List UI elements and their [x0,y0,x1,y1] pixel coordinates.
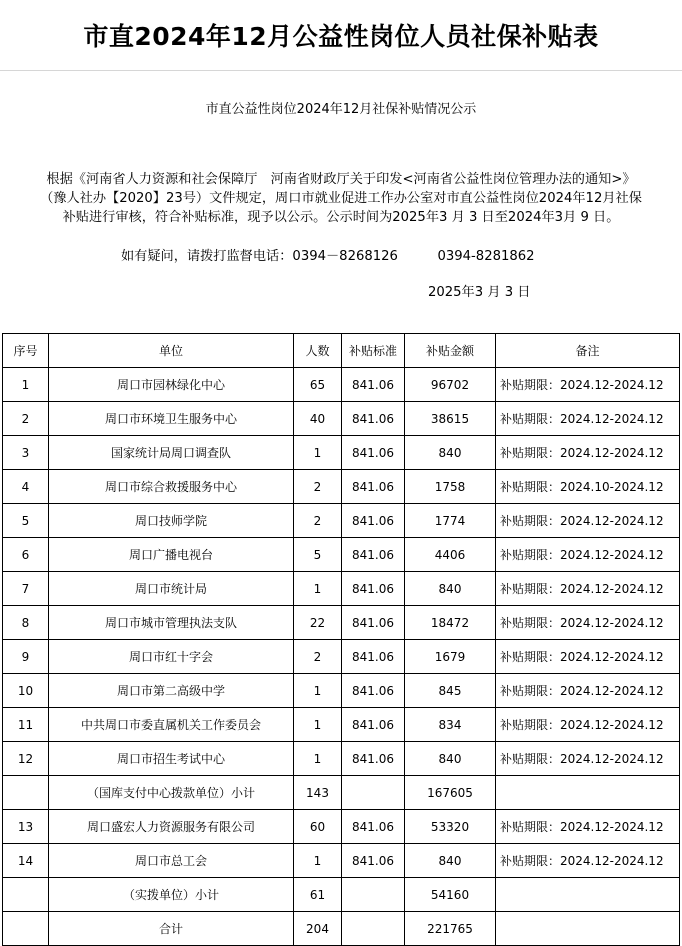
cell-no: 4 [3,470,49,504]
cell-amount: 1679 [405,640,496,674]
cell-amount: 4406 [405,538,496,572]
cell-count: 1 [294,844,342,878]
cell-no: 6 [3,538,49,572]
cell-standard: 841.06 [342,436,405,470]
table-row [3,572,680,606]
cell-unit: 周口市园林绿化中心 [49,368,294,402]
cell-note: 补贴期限：2024.12-2024.12 [496,674,680,708]
cell-count: 22 [294,606,342,640]
table-row [3,436,680,470]
cell-standard [342,776,405,810]
subsidy-table [2,333,680,946]
cell-unit: 周口市综合救援服务中心 [49,470,294,504]
cell-standard: 841.06 [342,674,405,708]
cell-unit: 周口市招生考试中心 [49,742,294,776]
cell-no: 3 [3,436,49,470]
cell-amount: 840 [405,844,496,878]
cell-amount: 53320 [405,810,496,844]
cell-amount: 840 [405,436,496,470]
cell-no: 11 [3,708,49,742]
cell-amount: 1774 [405,504,496,538]
cell-amount: 38615 [405,402,496,436]
cell-standard: 841.06 [342,538,405,572]
cell-standard: 841.06 [342,368,405,402]
cell-unit: 周口盛宏人力资源服务有限公司 [49,810,294,844]
cell-standard: 841.06 [342,742,405,776]
cell-no: 7 [3,572,49,606]
header-amount: 补贴金额 [405,334,496,368]
cell-amount: 845 [405,674,496,708]
header-standard: 补贴标准 [342,334,405,368]
table-row [3,742,680,776]
cell-unit: 周口市总工会 [49,844,294,878]
cell-standard: 841.06 [342,708,405,742]
cell-standard [342,912,405,946]
cell-amount: 1758 [405,470,496,504]
table-header-row [3,334,680,368]
cell-count: 1 [294,742,342,776]
cell-note: 补贴期限：2024.12-2024.12 [496,844,680,878]
notice-text [8,170,674,227]
cell-note: 补贴期限：2024.12-2024.12 [496,742,680,776]
cell-standard [342,878,405,912]
notice-line-3: 补贴进行审核，符合补贴标准，现予以公示。公示时间为2025年3 月 3 日至2024年3月 9 日。 [62,210,620,225]
table-row [3,538,680,572]
cell-count: 2 [294,470,342,504]
cell-no: 10 [3,674,49,708]
subtitle: 市直公益性岗位2024年12月社保补贴情况公示 [205,102,477,117]
cell-standard: 841.06 [342,606,405,640]
cell-unit: 周口技师学院 [49,504,294,538]
cell-no: 1 [3,368,49,402]
cell-unit: 周口市红十字会 [49,640,294,674]
cell-count: 204 [294,912,342,946]
cell-note: 补贴期限：2024.12-2024.12 [496,708,680,742]
cell-note: 补贴期限：2024.12-2024.12 [496,810,680,844]
cell-amount: 840 [405,572,496,606]
table-row [3,504,680,538]
cell-note: 补贴期限：2024.12-2024.12 [496,640,680,674]
cell-no: 5 [3,504,49,538]
header-count: 人数 [294,334,342,368]
cell-count: 1 [294,572,342,606]
cell-count: 143 [294,776,342,810]
cell-count: 2 [294,504,342,538]
page-title: 市直2024年12月公益性岗位人员社保补贴表 [83,22,599,51]
cell-unit: 中共周口市委直属机关工作委员会 [49,708,294,742]
cell-note: 补贴期限：2024.12-2024.12 [496,368,680,402]
cell-standard: 841.06 [342,572,405,606]
cell-no: 9 [3,640,49,674]
cell-amount: 54160 [405,878,496,912]
cell-standard: 841.06 [342,470,405,504]
header-note: 备注 [496,334,680,368]
cell-no: 13 [3,810,49,844]
cell-unit: （实拨单位）小计 [49,878,294,912]
cell-unit: 周口市统计局 [49,572,294,606]
cell-unit: 合计 [49,912,294,946]
cell-count: 1 [294,436,342,470]
cell-standard: 841.06 [342,844,405,878]
cell-no [3,912,49,946]
cell-amount: 834 [405,708,496,742]
cell-unit: 周口市环境卫生服务中心 [49,402,294,436]
cell-standard: 841.06 [342,402,405,436]
table-row [3,470,680,504]
table-row [3,912,680,946]
cell-amount: 96702 [405,368,496,402]
cell-standard: 841.06 [342,810,405,844]
cell-count: 61 [294,878,342,912]
notice-line-2: （豫人社办【2020】23号）文件规定，周口市就业促进工作办公室对市直公益性岗位2024年12月社保 [40,191,642,206]
cell-amount: 18472 [405,606,496,640]
cell-amount: 840 [405,742,496,776]
cell-note: 补贴期限：2024.12-2024.12 [496,606,680,640]
cell-unit: 周口广播电视台 [49,538,294,572]
header-unit: 单位 [49,334,294,368]
cell-standard: 841.06 [342,640,405,674]
cell-note: 补贴期限：2024.12-2024.12 [496,402,680,436]
cell-unit: 周口市第二高级中学 [49,674,294,708]
cell-note: 补贴期限：2024.12-2024.12 [496,538,680,572]
table-row [3,402,680,436]
cell-count: 40 [294,402,342,436]
cell-unit: 周口市城市管理执法支队 [49,606,294,640]
contact-phone: 如有疑问，请拨打监督电话：0394－8268126 0394-8281862 [121,249,535,264]
cell-no [3,776,49,810]
title-row [0,0,682,71]
cell-no: 8 [3,606,49,640]
cell-amount: 167605 [405,776,496,810]
cell-unit: 国家统计局周口调查队 [49,436,294,470]
cell-count: 2 [294,640,342,674]
table-row [3,368,680,402]
cell-count: 1 [294,708,342,742]
cell-standard: 841.06 [342,504,405,538]
cell-no: 2 [3,402,49,436]
table-row [3,640,680,674]
cell-note [496,878,680,912]
table-row [3,878,680,912]
cell-count: 65 [294,368,342,402]
table-row [3,776,680,810]
cell-no [3,878,49,912]
cell-note: 补贴期限：2024.10-2024.12 [496,470,680,504]
table-row [3,708,680,742]
cell-no: 12 [3,742,49,776]
cell-count: 5 [294,538,342,572]
cell-amount: 221765 [405,912,496,946]
notice-line-1: 根据《河南省人力资源和社会保障厅 河南省财政厅关于印发<河南省公益性岗位管理办法的通知>》 [46,172,636,187]
cell-note: 补贴期限：2024.12-2024.12 [496,436,680,470]
cell-count: 60 [294,810,342,844]
cell-note [496,776,680,810]
publish-date: 2025年3 月 3 日 [428,285,531,300]
header-no: 序号 [3,334,49,368]
cell-note [496,912,680,946]
cell-unit: （国库支付中心拨款单位）小计 [49,776,294,810]
cell-note: 补贴期限：2024.12-2024.12 [496,504,680,538]
table-row [3,674,680,708]
cell-count: 1 [294,674,342,708]
table-row [3,606,680,640]
table-row [3,844,680,878]
cell-no: 14 [3,844,49,878]
table-row [3,810,680,844]
cell-note: 补贴期限：2024.12-2024.12 [496,572,680,606]
